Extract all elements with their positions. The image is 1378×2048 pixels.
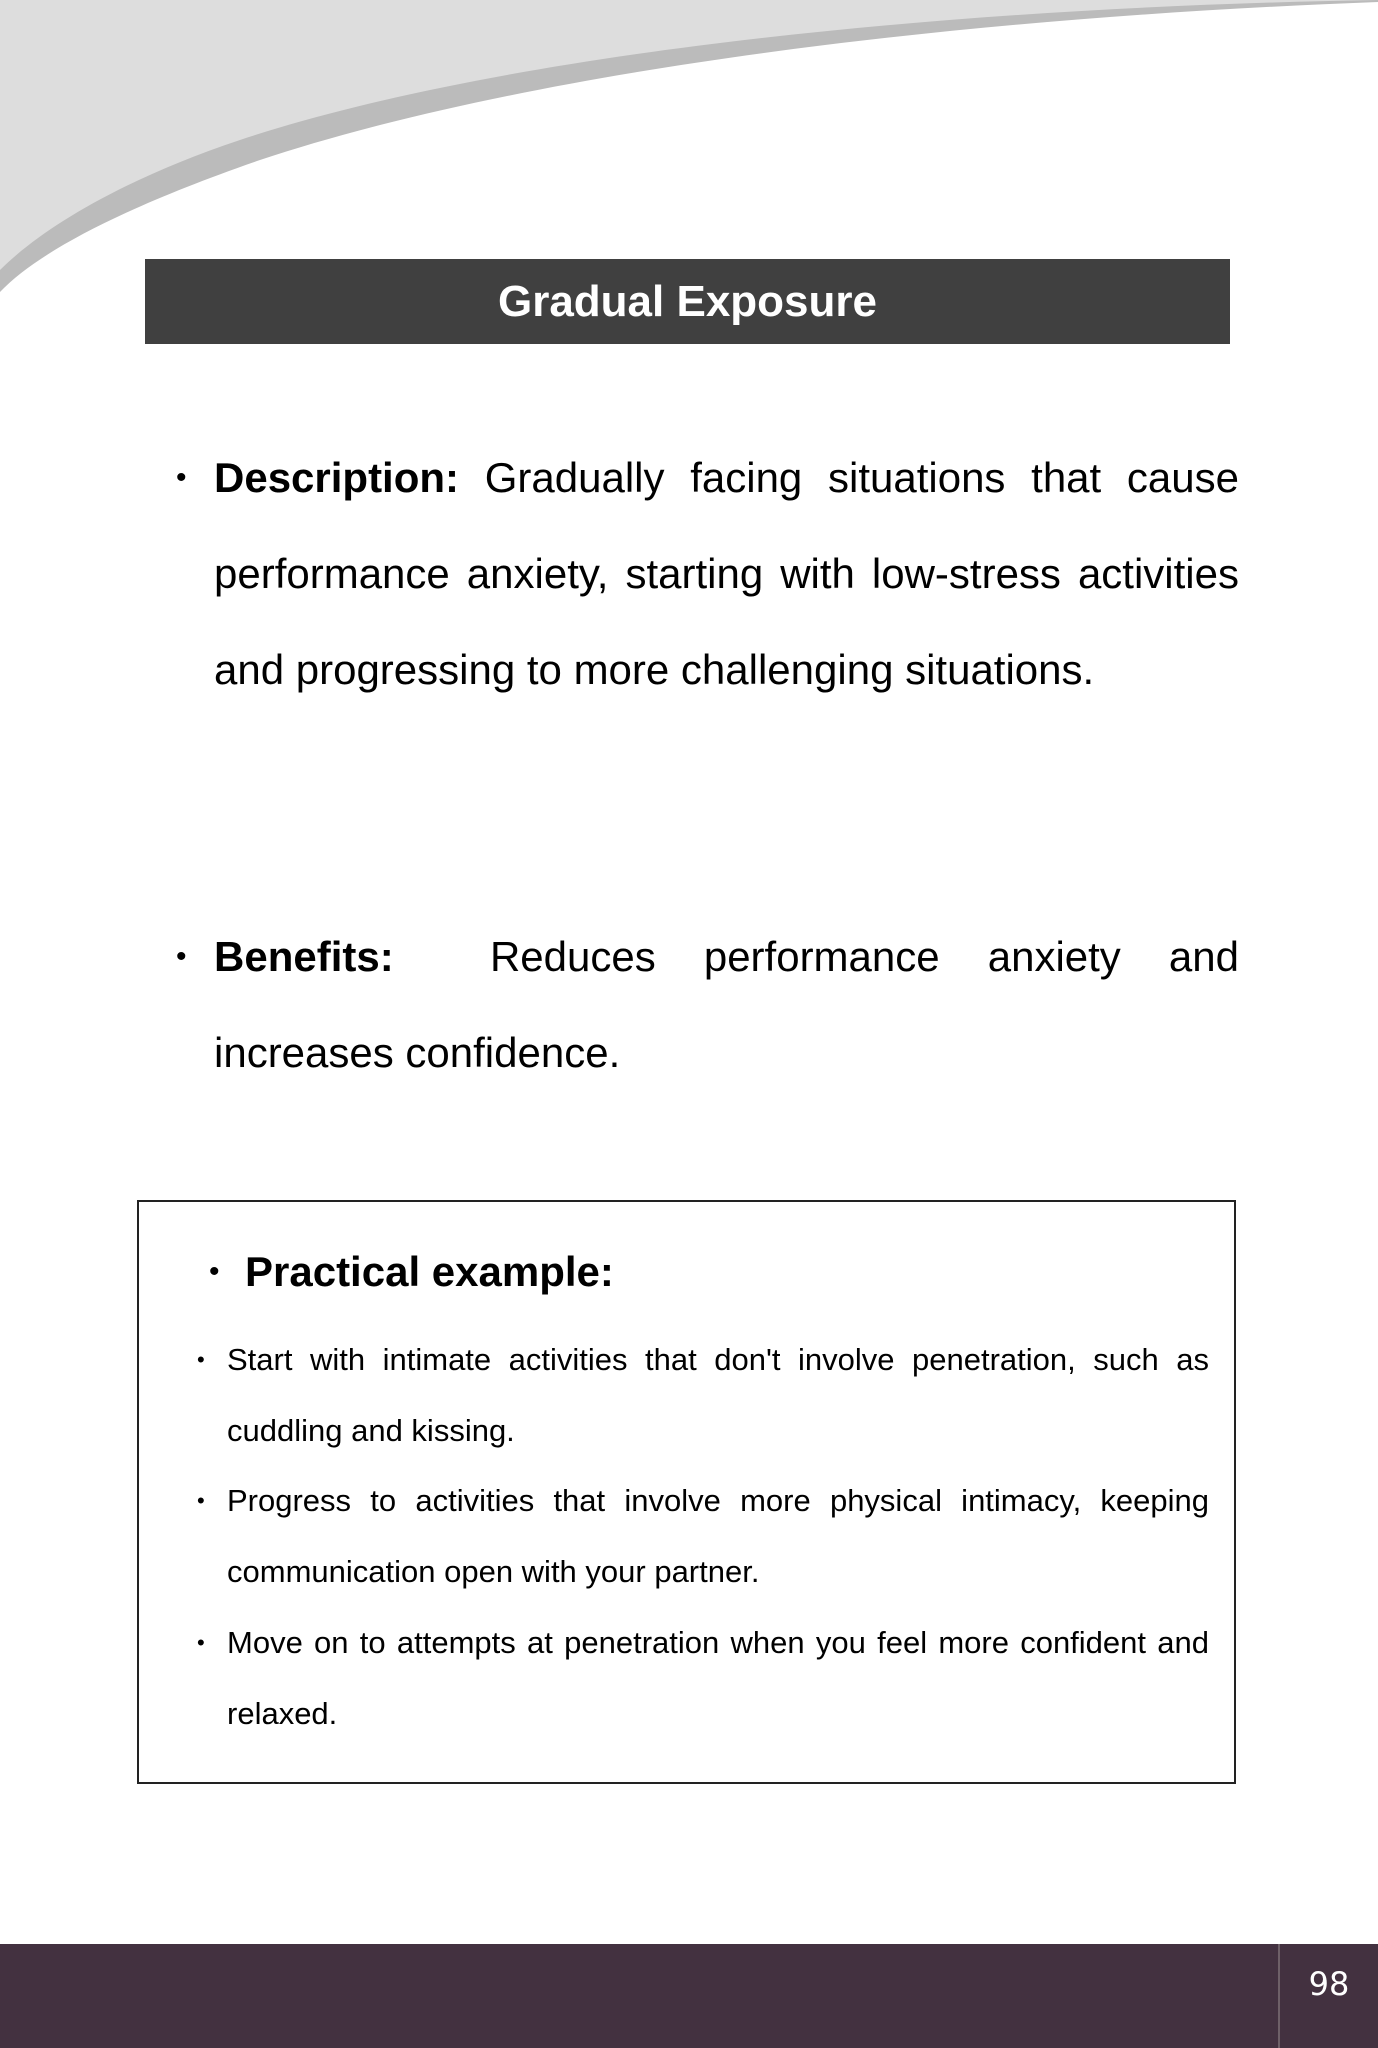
list-item <box>197 1608 1209 1749</box>
practical-example-box <box>137 1200 1236 1784</box>
list-item-text: Progress to activities that involve more physical intimacy, keeping communication open with your partner. <box>227 1483 1209 1590</box>
bullet-icon: • <box>176 461 187 494</box>
description-label: Description: <box>214 454 460 501</box>
description-section <box>176 430 1239 718</box>
bullet-icon: • <box>197 1629 205 1655</box>
page-title: Gradual Exposure <box>497 276 877 326</box>
list-item <box>197 1466 1209 1607</box>
title-bar <box>145 259 1230 344</box>
list-item-text: Move on to attempts at penetration when you feel more confident and relaxed. <box>227 1624 1209 1731</box>
list-item-text: Start with intimate activities that don't involve penetration, such as cuddling and kissing. <box>227 1342 1209 1448</box>
benefits-label: Benefits: <box>214 933 394 980</box>
benefits-section <box>176 909 1240 1101</box>
bullet-icon: • <box>209 1255 220 1288</box>
practical-example-list <box>197 1325 1209 1749</box>
decorative-swoosh <box>0 0 1378 300</box>
bullet-icon: • <box>197 1488 205 1514</box>
bullet-icon: • <box>176 940 187 973</box>
practical-example-heading <box>209 1242 614 1302</box>
bullet-icon: • <box>197 1347 205 1372</box>
practical-example-title: Practical example: <box>245 1248 614 1295</box>
page-number: 98 <box>1308 1965 1350 2003</box>
footer-bar <box>0 1944 1378 2048</box>
description-text: Gradually facing situations that cause performance anxiety, starting with low-stress activities and progressing to more challenging situations. <box>214 454 1239 693</box>
benefits-text: Reduces performance anxiety and increases confidence. <box>214 933 1240 1076</box>
list-item <box>197 1325 1209 1466</box>
